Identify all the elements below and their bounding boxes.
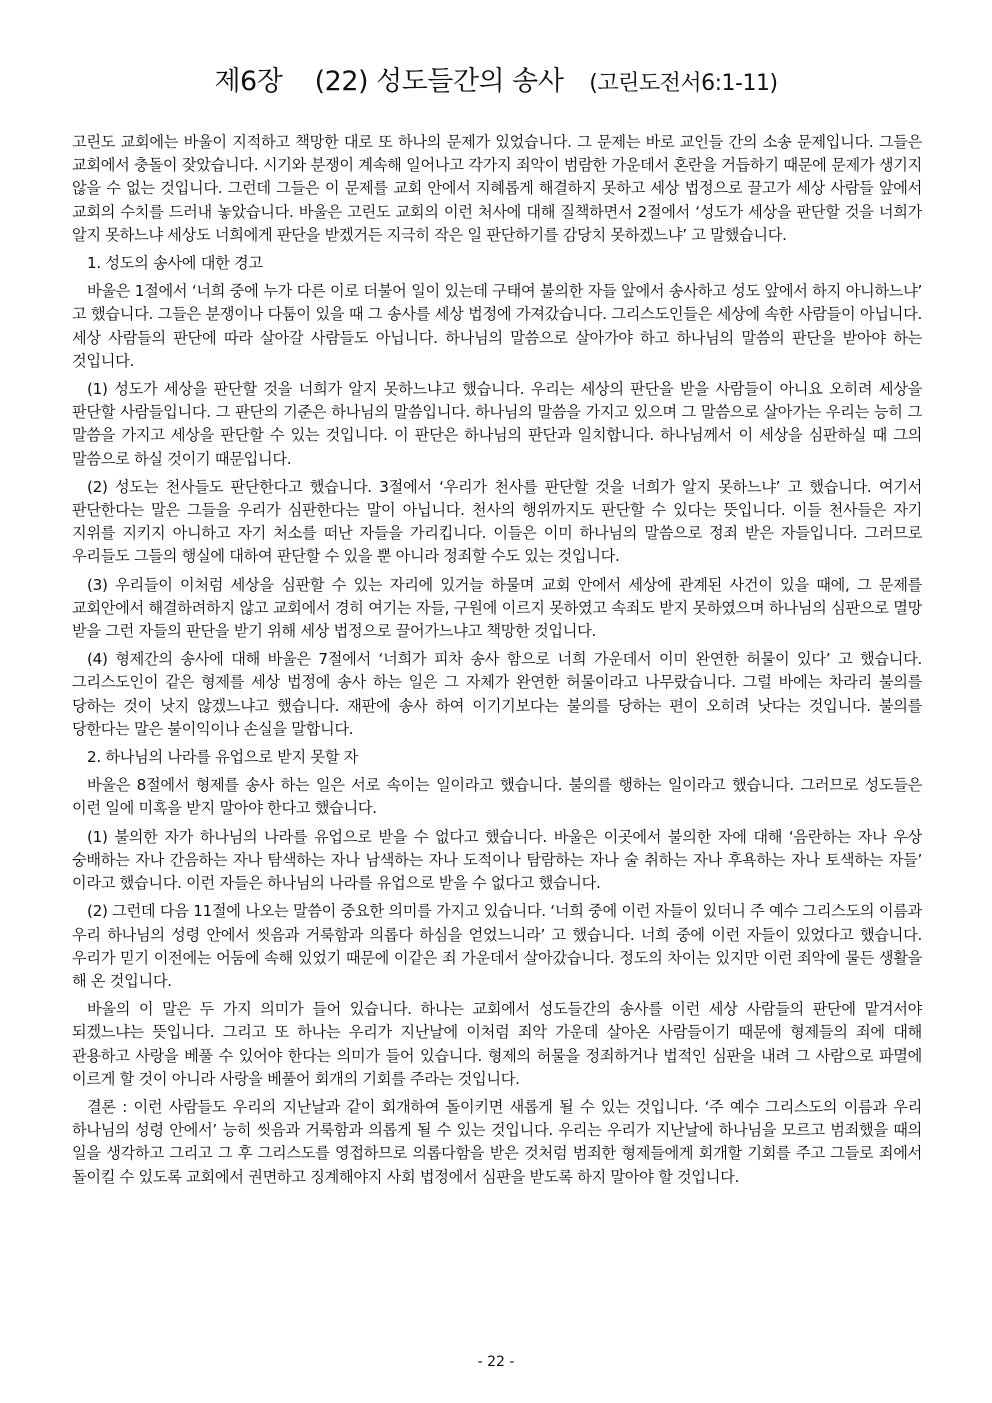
scripture-reference: (고린도전서6:1-11) <box>589 71 778 96</box>
body-paragraph: (3) 우리들이 이처럼 세상을 심판할 수 있는 자리에 있거늘 하물며 교회 안에서 세상에 관계된 사건이 있을 때에, 그 문제를 교회안에서 해결하려하지 않고 교회에서 경히 여기는 자들, 구원에 이르지 못하였고 속죄도 받지 못하였으며 하나님의 심판으로 멸망 받을 그런 자들의 판단을 받기 위해 세상 법정으로 끌어가느냐고 책망한 것입니다. <box>72 575 922 641</box>
page-title <box>0 64 992 102</box>
body-paragraph: (2) 그런데 다음 11절에 나오는 말씀이 중요한 의미를 가지고 있습니다. ‘너희 중에 이런 자들이 있더니 주 예수 그리스도의 이름과 우리 하나님의 성령 안에서 씻음과 거룩함과 의롭다 하심을 얻었느니라’ 고 했습니다. 너희 중에 이런 자들이 있었다고 했습니다. 우리가 믿기 이전에는 어둠에 속해 있었기 때문에 이같은 죄 가운데서 살아갔습니다. 정도의 차이는 있지만 이런 죄악에 물든 생활을 해 온 것입니다. <box>72 902 922 990</box>
body-paragraph: 바울은 8절에서 형제를 송사 하는 일은 서로 속이는 일이라고 했습니다. 불의를 행하는 일이라고 했습니다. 그러므로 성도들은 이런 일에 미혹을 받지 말아야 한다고 했습니다. <box>72 776 922 818</box>
body-paragraph: (4) 형제간의 송사에 대해 바울은 7절에서 ‘너희가 피차 송사 함으로 너희 가운데서 이미 완연한 허물이 있다’ 고 했습니다. 그리스도인이 같은 형제를 세상 법정에 송사 하는 일은 그 자체가 완연한 허물이라고 나무랐습니다. 그럴 바에는 차라리 불의를 당하는 것이 낫지 않겠느냐고 했습니다. 재판에 송사 하여 이기기보다는 불의를 당하는 편이 오히려 낫다는 것입니다. 불의를 당한다는 말은 불이익이나 손실을 말합니다. <box>72 650 922 738</box>
chapter-title: 제6장 (22) 성도들간의 송사 <box>214 66 564 97</box>
body-paragraph: 바울의 이 말은 두 가지 의미가 들어 있습니다. 하나는 교회에서 성도들간의 송사를 이런 세상 사람들의 판단에 맡겨서야 되겠느냐는 뜻입니다. 그리고 또 하나는 우리가 지난날에 이처럼 죄악 가운데 살아온 사람들이기 때문에 형제들의 죄에 대해 관용하고 사랑을 베풀 수 있어야 한다는 의미가 들어 있습니다. 형제의 허물을 정죄하거나 법적인 심판을 내려 그 사람으로 파멸에 이르게 할 것이 아니라 사랑을 베풀어 회개의 기회를 주라는 것입니다. <box>72 1000 922 1088</box>
body-paragraph: (2) 성도는 천사들도 판단한다고 했습니다. 3절에서 ‘우리가 천사를 판단할 것을 너희가 알지 못하느냐’ 고 했습니다. 여기서 판단한다는 말은 그들을 우리가 심판한다는 말이 아닙니다. 천사의 행위까지도 판단할 수 있다는 뜻입니다. 이들 천사들은 자기 지위를 지키지 아니하고 자기 처소를 떠난 자들을 가리킵니다. 이들은 이미 하나님의 말씀으로 정죄 받은 자들입니다. 그러므로 우리들도 그들의 행실에 대하여 판단할 수 있을 뿐 아니라 정죄할 수도 있는 것입니다. <box>72 477 922 566</box>
body-paragraph: 바울은 1절에서 ‘너희 중에 누가 다른 이로 더불어 일이 있는데 구태여 불의한 자들 앞에서 송사하고 성도 앞에서 하지 아니하느냐’ 고 했습니다. 그들은 분쟁이나 다툼이 있을 때 그 송사를 세상 법정에 가져갔습니다. 그리스도인들은 세상에 속한 사람들이 아닙니다. 세상 사람들의 판단에 따라 살아갈 사람들도 아닙니다. 하나님의 말씀으로 살아가야 하고 하나님의 말씀의 판단을 받아야 하는 것입니다. <box>72 282 922 370</box>
body-paragraph: (1) 성도가 세상을 판단할 것을 너희가 알지 못하느냐고 했습니다. 우리는 세상의 판단을 받을 사람들이 아니요 오히려 세상을 판단할 사람들입니다. 그 판단의 기준은 하나님의 말씀입니다. 하나님의 말씀을 가지고 있으며 그 말씀으로 살아가는 우리는 능히 그 말씀을 가지고 세상을 판단할 수 있는 것입니다. 이 판단은 하나님의 판단과 일치합니다. 하나님께서 이 세상을 심판하실 때 그의 말씀으로 하실 것이기 때문입니다. <box>72 380 922 468</box>
page-number: - 22 - <box>477 1354 515 1370</box>
section-heading-1: 1. 성도의 송사에 대한 경고 <box>87 254 263 273</box>
body-paragraph: (1) 불의한 자가 하나님의 나라를 유업으로 받을 수 없다고 했습니다. 바울은 이곳에서 불의한 자에 대해 ‘음란하는 자나 우상 숭배하는 자나 간음하는 자나 탐색하는 자나 남색하는 자나 도적이나 탐람하는 자나 술 취하는 자나 후욕하는 자나 토색하는 자들’ 이라고 했습니다. 이런 자들은 하나님의 나라를 유업으로 받을 수 없다고 했습니다. <box>72 827 922 893</box>
intro-paragraph: 고린도 교회에는 바울이 지적하고 책망한 대로 또 하나의 문제가 있었습니다. 그 문제는 바로 교인들 간의 소송 문제입니다. 그들은 교회에서 충돌이 잦았습니다. 시기와 분쟁이 계속해 일어나고 각가지 죄악이 범람한 가운데서 혼란을 거듭하기 때문에 문제가 생기지 않을 수 없는 것입니다. 그런데 그들은 이 문제를 교회 안에서 지혜롭게 해결하지 못하고 세상 법정으로 끌고가 세상 사람들 앞에서 교회의 수치를 드러내 놓았습니다. 바울은 고린도 교회의 이런 처사에 대해 질책하면서 2절에서 ‘성도가 세상을 판단할 것을 너희가 알지 못하느냐 세상도 너희에게 판단을 받겠거든 지극히 작은 일 판단하기를 감당치 못하겠느냐’ 고 말했습니다. <box>72 133 923 244</box>
document-body <box>72 131 922 1194</box>
section-heading-2: 2. 하나님의 나라를 유업으로 받지 못할 자 <box>87 748 358 767</box>
conclusion-paragraph: 결론 : 이런 사람들도 우리의 지난날과 같이 회개하여 돌이키면 새롭게 될 수 있는 것입니다. ‘주 예수 그리스도의 이름과 우리 하나님의 성령 안에서’ 능히 씻음과 거룩함과 의롭게 될 수 있는 것입니다. 우리는 우리가 지난날에 하나님을 모르고 범죄했을 때의 일을 생각하고 그리고 그 후 그리스도를 영접하므로 의롭다함을 받은 것처럼 범죄한 형제들에게 회개할 기회를 주고 그들로 죄에서 돌이킬 수 있도록 교회에서 권면하고 징계해야지 사회 법정에서 심판을 받도록 하지 말아야 할 것입니다. <box>72 1097 922 1186</box>
